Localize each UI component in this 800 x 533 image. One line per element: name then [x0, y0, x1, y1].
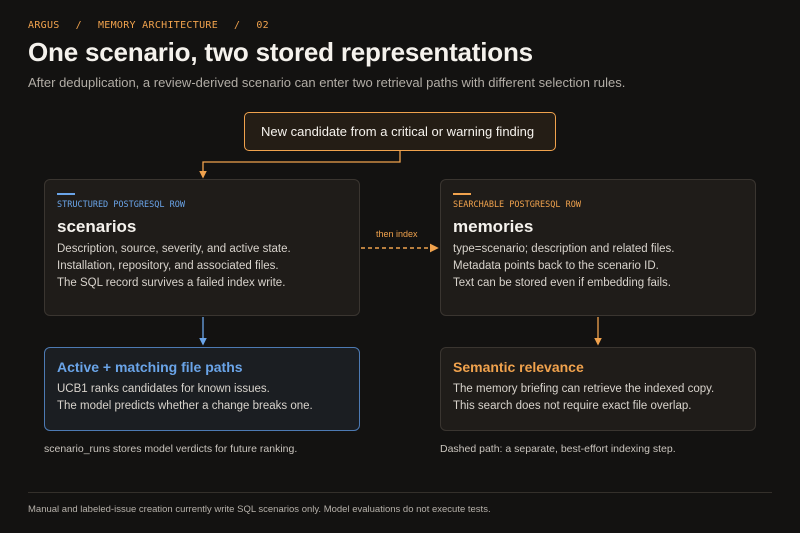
breadcrumb-item-page-number: 02 — [256, 20, 270, 31]
right-note: Dashed path: a separate, best-effort indexing step. — [440, 443, 676, 455]
card-line: The SQL record survives a failed index write. — [57, 277, 286, 289]
card-line: Installation, repository, and associated files. — [57, 260, 279, 272]
divider — [28, 492, 772, 493]
card-line: Metadata points back to the scenario ID. — [453, 260, 659, 272]
card-line: type=scenario; description and related files. — [453, 243, 675, 255]
card-title: scenarios — [57, 217, 137, 236]
active-matching-card — [44, 347, 360, 431]
breadcrumb-item-memory-architecture: MEMORY ARCHITECTURE — [97, 20, 219, 31]
card-line: UCB1 ranks candidates for known issues. — [57, 383, 270, 395]
card-eyebrow: SEARCHABLE POSTGRESQL ROW — [453, 200, 581, 210]
card-title: Active + matching file paths — [57, 359, 243, 375]
memories-card — [440, 179, 756, 316]
card-line: The model predicts whether a change breaks one. — [57, 400, 313, 412]
breadcrumb-separator: / — [234, 20, 241, 31]
card-line: Text can be stored even if embedding fails. — [453, 277, 671, 289]
connector-label: then index — [376, 229, 418, 239]
scenarios-card — [44, 179, 360, 316]
card-title: memories — [453, 217, 534, 236]
left-note: scenario_runs stores model verdicts for future ranking. — [44, 443, 298, 455]
breadcrumb-item-argus: ARGUS — [28, 20, 60, 31]
accent-bar — [57, 193, 75, 195]
semantic-relevance-card — [440, 347, 756, 431]
card-line: This search does not require exact file overlap. — [453, 400, 692, 412]
page-title: One scenario, two stored representations — [28, 37, 533, 67]
page-subtitle: After deduplication, a review-derived scenario can enter two retrieval paths with different selection rules. — [28, 75, 626, 90]
card-title: Semantic relevance — [453, 359, 584, 375]
accent-bar — [453, 193, 471, 195]
candidate-to-scenarios-arrow — [203, 151, 400, 177]
card-line: Description, source, severity, and active state. — [57, 243, 291, 255]
card-eyebrow: STRUCTURED POSTGRESQL ROW — [57, 200, 185, 210]
breadcrumb-separator: / — [75, 20, 82, 31]
candidate-box: New candidate from a critical or warning finding — [244, 112, 556, 151]
card-line: The memory briefing can retrieve the indexed copy. — [453, 383, 715, 395]
footer-note: Manual and labeled-issue creation currently write SQL scenarios only. Model evaluations do not execute tests. — [28, 504, 491, 515]
